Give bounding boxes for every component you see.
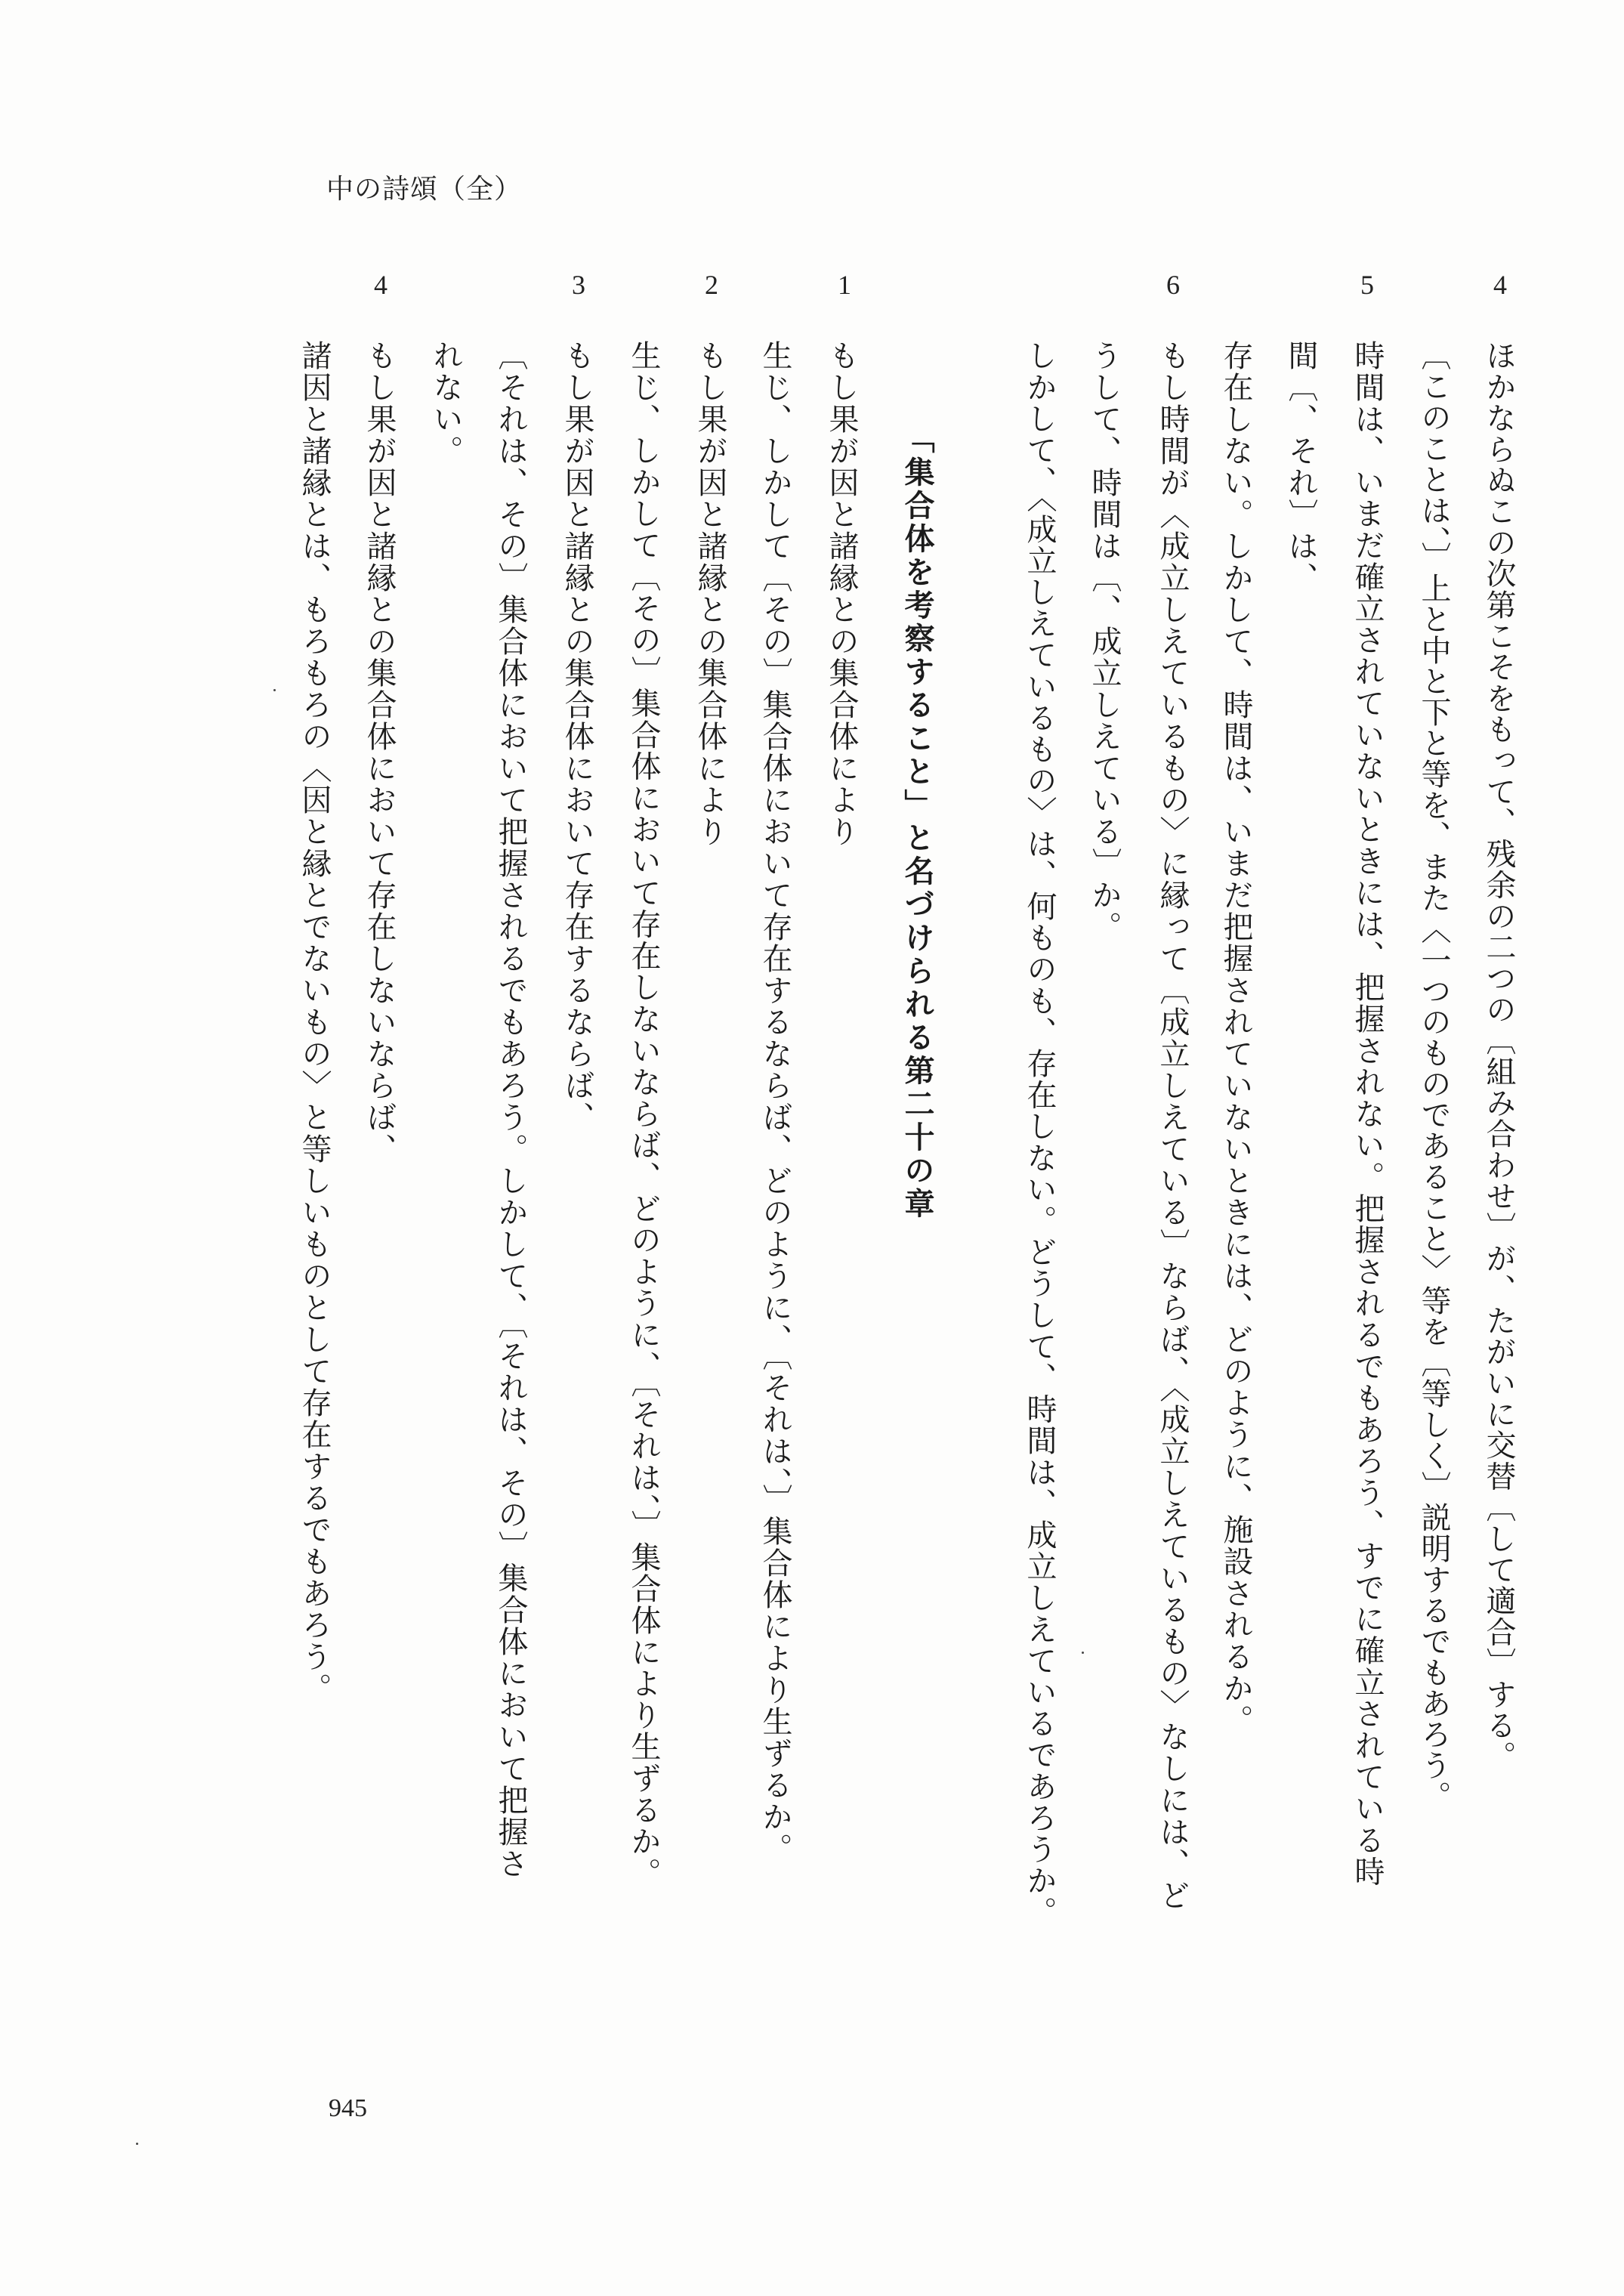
verse-number: 2 [705, 270, 718, 300]
text-column: もし果が因と諸縁との集合体において存在するならば、 [560, 340, 594, 1133]
text-column: れない。 [428, 340, 463, 467]
verse-number: 1 [838, 270, 851, 300]
text-column: 間〔、それ〕は、 [1283, 340, 1318, 594]
chapter-heading: 「集合体を考察すること」と名づけられる第二十の章 [900, 423, 934, 1221]
text-column: 生じ、しかして〔その〕集合体において存在するならば、どのように、〔それは、〕集合体により生ずるか。 [758, 340, 792, 1865]
running-header: 中の詩頌（全） [326, 174, 523, 205]
text-column: うして、時間は〔、成立しえている〕か。 [1087, 340, 1122, 943]
scan-speck [1082, 1652, 1084, 1654]
verse-number: 3 [572, 270, 585, 300]
verse-number: 5 [1360, 270, 1374, 300]
text-column: 存在しない。しかして、時間は、いまだ把握されていないときには、どのように、施設されるか。 [1218, 340, 1253, 1736]
text-column: しかして、〈成立しえているもの〉は、何ものも、存在しない。どうして、時間は、成立しえているであろうか。 [1022, 340, 1057, 1928]
verse-number: 4 [1493, 270, 1507, 300]
scan-speck [136, 2143, 138, 2145]
scan-speck [273, 689, 276, 691]
page-number: 945 [329, 2094, 367, 2122]
verse-number: 6 [1166, 270, 1180, 300]
text-column: もし時間が〈成立しえているもの〉に縁って〔成立しえている〕ならば、〈成立しえているもの〉なしには、ど [1155, 340, 1190, 1911]
text-column: ほかならぬこの次第こそをもって、残余の二つの〔組み合わせ〕が、たがいに交替〔して適合〕する。 [1481, 340, 1516, 1772]
text-column: もし果が因と諸縁との集合体により [824, 340, 859, 848]
text-column: 〔このことは、〕上と中と下と等を、また〈一つのものであること〉等を〔等しく〕説明するでもあろう。 [1416, 340, 1451, 1812]
text-column: もし果が因と諸縁との集合体により [693, 340, 727, 848]
text-column: 時間は、いまだ確立されていないときには、把握されない。把握されるでもあろう、すでに確立されている時 [1350, 340, 1385, 1888]
text-column: 生じ、しかして〔その〕集合体において存在しないならば、どのように、〔それは、〕集合体により生ずるか。 [626, 340, 661, 1889]
text-column: もし果が因と諸縁との集合体において存在しないならば、 [362, 340, 397, 1165]
text-column: 諸因と諸縁とは、もろもろの〈因と縁とでないもの〉と等しいものとして存在するでもあろう。 [297, 340, 332, 1704]
verse-number: 4 [374, 270, 387, 300]
text-column: 〔それは、その〕集合体において把握されるでもあろう。しかして、〔それは、その〕集合体において把握さ [493, 340, 528, 1880]
